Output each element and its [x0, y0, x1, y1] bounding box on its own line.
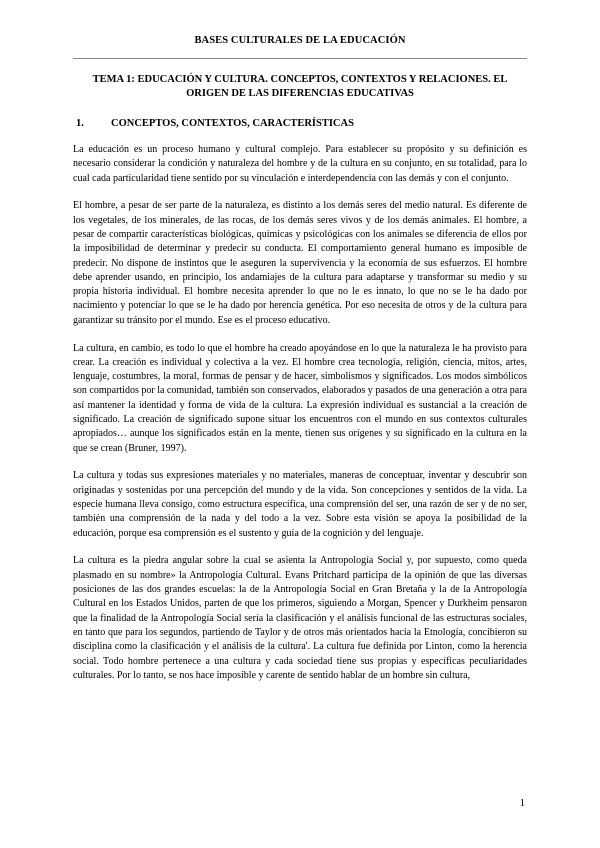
chapter-title-line-2: ORIGEN DE LAS DIFERENCIAS EDUCATIVAS [186, 88, 414, 99]
paragraph: La educación es un proceso humano y cultural complejo. Para establecer su propósito y su definición es necesario considerar la condición y naturaleza del hombre y de la cultura en su conjunto, en su totalidad, para lo cual cada particularidad tiene sentido por su vinculación e interdependencia con las demás y con el conjunto. [73, 144, 527, 184]
paragraph: La cultura es la piedra angular sobre la cual se asienta la Antropología Social y, por supuesto, como queda plasmado en su nombre» la Antropología Cultural. Evans Pritchard participa de la opinión de que las diversas posiciones de las dos grandes escuelas: la de la Antropología Social en Gran Bretaña y la de la Antropología Cultural en los Estados Unidos, parten de que los primeros, siguiendo a Morgan, Spencer y Durkheim pensaron que la finalidad de la Antropología Social sería la clasificación y el análisis funcional de las estructuras sociales, en tanto que para los segundos, partiendo de Taylor y de otros más orientados hacia la Etnología, concibieron su disciplina como la clasificación y el análisis de la cultura'. La cultura fue definida por Linton, como la herencia social. Todo hombre pertenece a una cultura y cada sociedad tiene sus propias y específicas peculiaridades culturales. Por lo tanto, se nos hace imposible y carente de sentido hablar de un hombre sin cultura, [73, 555, 527, 681]
paragraph: La cultura y todas sus expresiones materiales y no materiales, maneras de conceptuar, inventar y descubrir son originadas y sostenidas por una percepción del mundo y de la vida. Son concepciones y sentidos de la vida. La especie humana lleva consigo, como estructura específica, una comprensión del ser, una razón de ser y de no ser, también una comprensión de la nada y del todo a la vez. Sobre esta visión se apoya la posibilidad de la educación, porque esa comprensión es el sustento y guía de la cognición y del lenguaje. [73, 470, 527, 539]
section-title: CONCEPTOS, CONTEXTOS, CARACTERÍSTICAS [111, 118, 354, 129]
running-header: BASES CULTURALES DE LA EDUCACIÓN [194, 35, 406, 46]
section-number: 1. [76, 118, 84, 129]
document-page [73, 0, 527, 848]
paragraph: La cultura, en cambio, es todo lo que el hombre ha creado apoyándose en lo que la naturaleza le ha provisto para crear. La creación es individual y colectiva a la vez. El hombre crea tecnología, religión, ciencia, mitos, artes, lenguaje, costumbres, la moral, formas de pensar y de hacer, simbolismos y significados. Los modos simbólicos son compartidos por la comunidad, también son conservados, elaborados y pasados de una generación a otra para así mantener la identidad y forma de vida de la cultura. La expresión individual es sustancial a la creación de significado. La creación de significado supone situar los encuentros con el mundo en sus contextos culturales apropiados… aunque los significados están en la mente, tienen sus orígenes y su significado en la cultura en la que se crean (Bruner, 1997). [73, 342, 527, 454]
body-text [73, 143, 527, 697]
page-number: 1 [519, 798, 525, 809]
section-heading [73, 118, 527, 129]
chapter-title-line-1: TEMA 1: EDUCACIÓN Y CULTURA. CONCEPTOS, CONTEXTOS Y RELACIONES. EL [92, 74, 508, 85]
chapter-title [73, 73, 527, 101]
paragraph: El hombre, a pesar de ser parte de la naturaleza, es distinto a los demás seres del medio natural. Es diferente de los vegetales, de los minerales, de las rocas, de los demás seres vivos y de los demás animales. El hombre, a pesar de compartir características biológicas, químicas y psicológicas con los animales se diferencia de ellos por la imposibilidad de determinar y predecir su conducta. El comportamiento general humano es imposible de predecir. No dispone de instintos que le aseguren la supervivencia y la economía de sus esfuerzos. El hombre debe aprender usando, en principio, los andamiajes de la cultura para adaptarse y transformar su medio y su propia historia individual. El hombre necesita aprender lo que no le es innato, lo que no se le ha dado por nacimiento y potenciar lo que se le ha dado por herencia genética. Por eso necesita de otros y de la cultura para garantizar su tránsito por el mundo. Ese es el proceso educativo. [73, 200, 527, 326]
header-divider [73, 58, 527, 59]
